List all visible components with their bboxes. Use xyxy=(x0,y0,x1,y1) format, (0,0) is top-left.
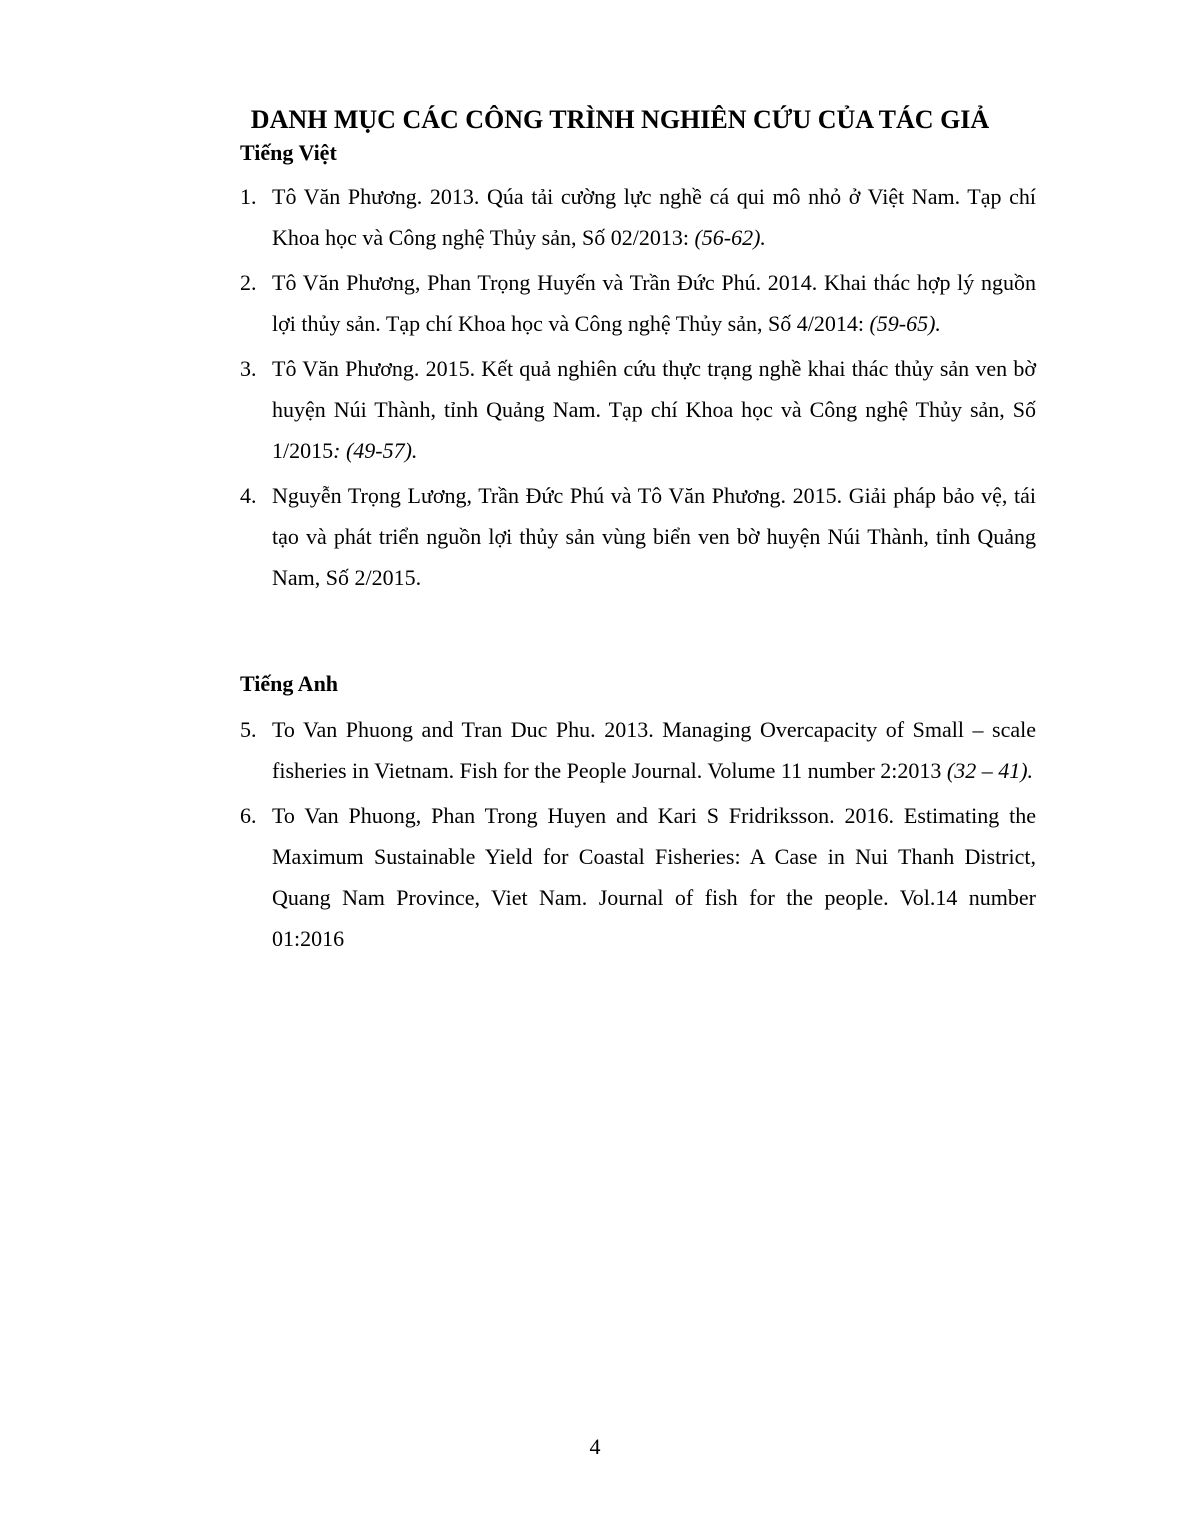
reference-pages: : (49-57). xyxy=(333,438,418,463)
reference-number: 4. xyxy=(240,483,257,508)
section-heading-english: Tiếng Anh xyxy=(240,671,339,696)
reference-pages: (59-65). xyxy=(869,311,941,336)
reference-item xyxy=(240,475,1036,598)
reference-list-vietnamese xyxy=(240,176,1036,602)
page-number: 4 xyxy=(589,1434,601,1459)
reference-text: Tô Văn Phương, Phan Trọng Huyến và Trần Đức Phú. 2014. Khai thác hợp lý nguồn lợi thủy sản. Tạp chí Khoa học và Công nghệ Thủy sản, Số 4/2014: xyxy=(272,270,1036,336)
reference-item xyxy=(240,795,1036,959)
reference-text: To Van Phuong, Phan Trong Huyen and Kari S Fridriksson. 2016. Estimating the Maximum Sustainable Yield for Coastal Fisheries: A Case in Nui Thanh District, Quang Nam Province, Viet Nam. Journal of fish for the people. Vol.14 number 01:2016 xyxy=(272,803,1036,951)
reference-pages: (56-62). xyxy=(694,225,766,250)
reference-item xyxy=(240,262,1036,344)
reference-number: 2. xyxy=(240,270,257,295)
reference-item xyxy=(240,176,1036,258)
reference-number: 5. xyxy=(240,717,257,742)
reference-list-english xyxy=(240,709,1036,963)
reference-number: 3. xyxy=(240,356,257,381)
page-title: DANH MỤC CÁC CÔNG TRÌNH NGHIÊN CỨU CỦA TÁC GIẢ xyxy=(250,105,990,134)
reference-pages: (32 – 41). xyxy=(946,758,1034,783)
reference-item xyxy=(240,709,1036,791)
reference-number: 1. xyxy=(240,184,257,209)
reference-item xyxy=(240,348,1036,471)
reference-text: Tô Văn Phương. 2013. Qúa tải cường lực nghề cá qui mô nhỏ ở Việt Nam. Tạp chí Khoa học và Công nghệ Thủy sản, Số 02/2013: xyxy=(272,184,1036,250)
reference-text: To Van Phuong and Tran Duc Phu. 2013. Managing Overcapacity of Small – scale fisheries in Vietnam. Fish for the People Journal. Volume 11 number 2:2013 xyxy=(272,717,1036,783)
reference-text: Tô Văn Phương. 2015. Kết quả nghiên cứu thực trạng nghề khai thác thủy sản ven bờ huyện Núi Thành, tỉnh Quảng Nam. Tạp chí Khoa học và Công nghệ Thủy sản, Số 1/2015 xyxy=(272,356,1036,463)
reference-text: Nguyễn Trọng Lương, Trần Đức Phú và Tô Văn Phương. 2015. Giải pháp bảo vệ, tái tạo và phát triển nguồn lợi thủy sản vùng biển ven bờ huyện Núi Thành, tỉnh Quảng Nam, Số 2/2015. xyxy=(272,483,1036,590)
reference-number: 6. xyxy=(240,803,257,828)
section-heading-vietnamese: Tiếng Việt xyxy=(240,140,337,165)
